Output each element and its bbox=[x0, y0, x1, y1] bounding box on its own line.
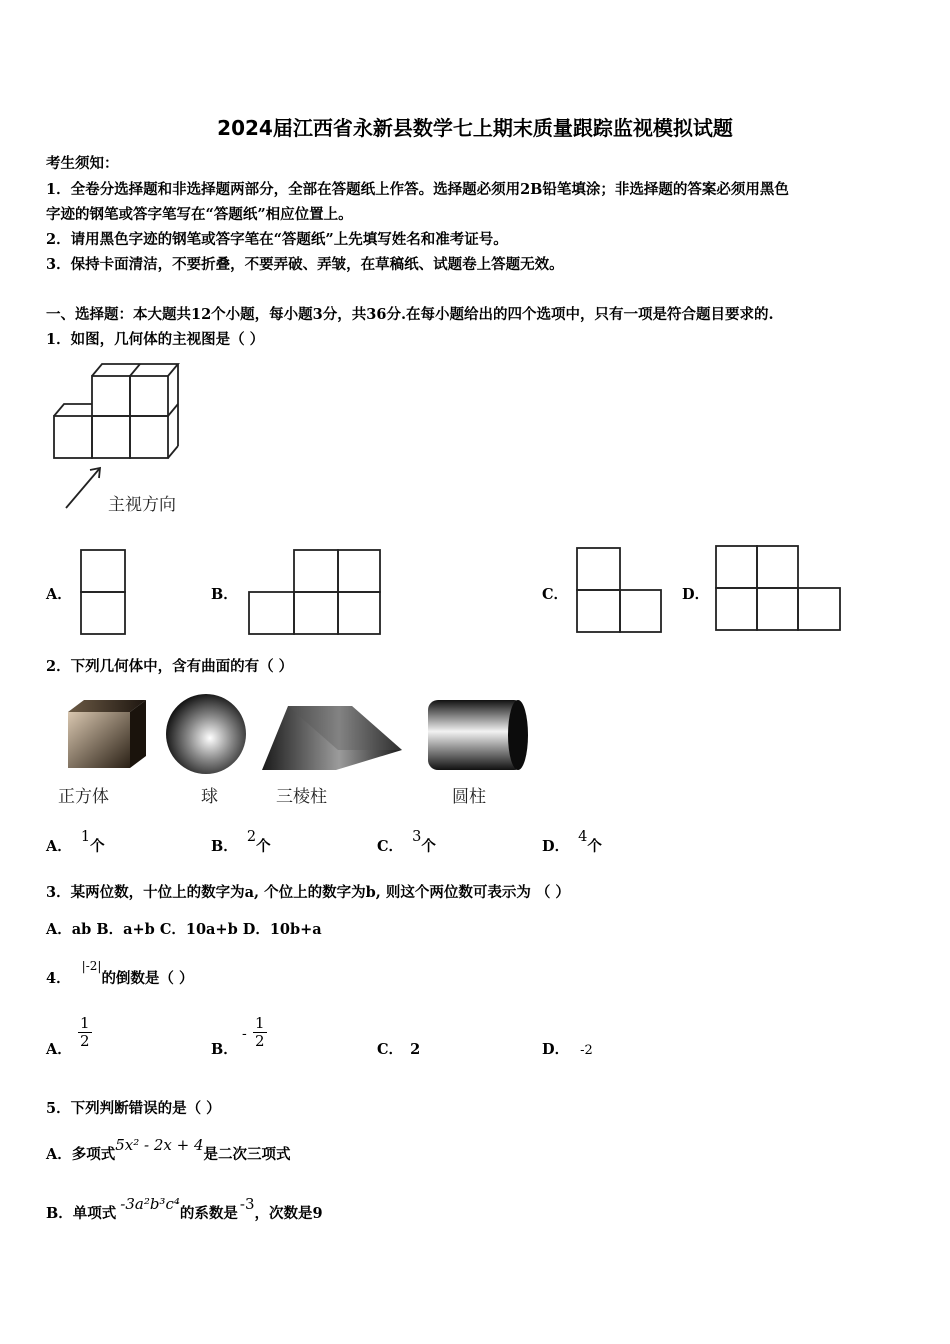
q4-a-denominator: 2 bbox=[80, 1032, 90, 1050]
q2-option-d-num: 4 bbox=[578, 829, 588, 845]
notice-line-3: 3．保持卡面清洁，不要折叠，不要弄破、弄皱，在草稿纸、试题卷上答题无效。 bbox=[46, 256, 564, 273]
q4-number: 4． bbox=[46, 970, 71, 987]
q1-option-d-label[interactable]: D． bbox=[682, 586, 710, 603]
q2-option-d-unit: 个 bbox=[587, 838, 602, 855]
q5-b-prefix: B．单项式 bbox=[46, 1205, 117, 1222]
q4-option-b-fraction bbox=[253, 1015, 267, 1050]
q4-option-c[interactable] bbox=[377, 1038, 420, 1059]
q4-expression: |-2| bbox=[81, 959, 102, 973]
q1-option-a-figure bbox=[78, 548, 130, 636]
shape-label-prism: 三棱柱 bbox=[276, 787, 327, 807]
q4-option-a-fraction bbox=[78, 1015, 92, 1050]
q5-b-coefficient: -3 bbox=[239, 1195, 255, 1213]
q4-option-c-value: 2 bbox=[410, 1041, 421, 1058]
notice-line-1a: 1．全卷分选择题和非选择题两部分，全部在答题纸上作答。选择题必须用2B铅笔填涂；非选择题的答案必须用黑色 bbox=[46, 181, 789, 198]
q5-option-a[interactable] bbox=[46, 1136, 291, 1164]
q4-option-d[interactable] bbox=[542, 1038, 593, 1059]
q4-b-numerator: 1 bbox=[255, 1014, 265, 1032]
q4-option-a-letter[interactable]: A． bbox=[46, 1041, 72, 1058]
q4-option-d-letter: D． bbox=[542, 1041, 570, 1058]
notice-line-2: 2．请用黑色字迹的钢笔或答字笔在“答题纸”上先填写姓名和准考证号。 bbox=[46, 231, 508, 248]
q5-a-suffix: 是二次三项式 bbox=[203, 1146, 291, 1163]
question-1-stem: 1．如图，几何体的主视图是（ ） bbox=[46, 331, 265, 348]
q1-option-b-figure bbox=[246, 548, 382, 636]
q4-b-denominator: 2 bbox=[255, 1032, 265, 1050]
notice-line-1b: 字迹的钢笔或答字笔写在“答题纸”相应位置上。 bbox=[46, 206, 353, 223]
q4-b-sign: - bbox=[242, 1026, 247, 1042]
q1-option-a-label[interactable]: A． bbox=[46, 586, 72, 603]
q5-a-expression: 5x² - 2x + 4 bbox=[115, 1136, 204, 1154]
direction-label: 主视方向 bbox=[108, 495, 176, 515]
q2-option-d-letter: D． bbox=[542, 838, 570, 855]
q2-option-a[interactable] bbox=[46, 829, 105, 856]
q2-option-c-num: 3 bbox=[412, 829, 422, 845]
q5-b-mid: 的系数是 bbox=[179, 1205, 238, 1222]
notice-heading: 考生须知： bbox=[46, 155, 119, 172]
question-4-stem bbox=[46, 959, 194, 988]
shape-label-sphere: 球 bbox=[201, 787, 218, 807]
q2-option-b-letter: B． bbox=[211, 838, 238, 855]
q3-options[interactable]: A．ab B．a+b C．10a+b D．10b+a bbox=[46, 921, 322, 938]
shape-label-cylinder: 圆柱 bbox=[452, 787, 486, 807]
q2-option-c[interactable] bbox=[377, 829, 436, 856]
q2-shapes-figure bbox=[56, 692, 546, 782]
q4-stem-tail: 的倒数是（ ） bbox=[101, 970, 194, 987]
question-2-stem: 2．下列几何体中，含有曲面的有（ ） bbox=[46, 658, 294, 675]
q5-option-b[interactable] bbox=[46, 1195, 323, 1223]
q2-option-a-letter: A． bbox=[46, 838, 72, 855]
question-5-stem: 5．下列判断错误的是（ ） bbox=[46, 1100, 221, 1117]
q2-option-d[interactable] bbox=[542, 829, 602, 856]
q2-option-c-unit: 个 bbox=[421, 838, 436, 855]
section-heading: 一、选择题：本大题共12个小题，每小题3分，共36分.在每小题给出的四个选项中，只有一项是符合题目要求的. bbox=[46, 306, 774, 323]
q4-option-b-letter[interactable]: B． bbox=[211, 1041, 238, 1058]
q2-option-c-letter: C． bbox=[377, 838, 404, 855]
q1-option-d-figure bbox=[713, 544, 845, 634]
shape-label-cube: 正方体 bbox=[58, 787, 109, 807]
q2-option-a-num: 1 bbox=[80, 829, 91, 845]
q4-a-numerator: 1 bbox=[80, 1014, 90, 1032]
q5-a-prefix: A．多项式 bbox=[46, 1146, 116, 1163]
q4-option-d-value: -2 bbox=[580, 1043, 593, 1058]
q1-option-b-label[interactable]: B． bbox=[211, 586, 238, 603]
q2-option-b[interactable] bbox=[211, 829, 271, 856]
q5-b-suffix: ，次数是9 bbox=[254, 1205, 323, 1222]
q2-option-a-unit: 个 bbox=[90, 838, 105, 855]
page-title: 2024届江西省永新县数学七上期末质量跟踪监视模拟试题 bbox=[217, 116, 733, 140]
q4-option-c-letter: C． bbox=[377, 1041, 404, 1058]
q1-option-c-figure bbox=[574, 546, 664, 634]
question-3-stem: 3．某两位数，十位上的数字为a, 个位上的数字为b, 则这个两位数可表示为 （ ） bbox=[46, 884, 570, 901]
q2-option-b-unit: 个 bbox=[256, 838, 271, 855]
q2-option-b-num: 2 bbox=[246, 829, 257, 845]
q1-option-c-label[interactable]: C． bbox=[542, 586, 569, 603]
q5-b-expression: -3a²b³c⁴ bbox=[120, 1195, 180, 1213]
